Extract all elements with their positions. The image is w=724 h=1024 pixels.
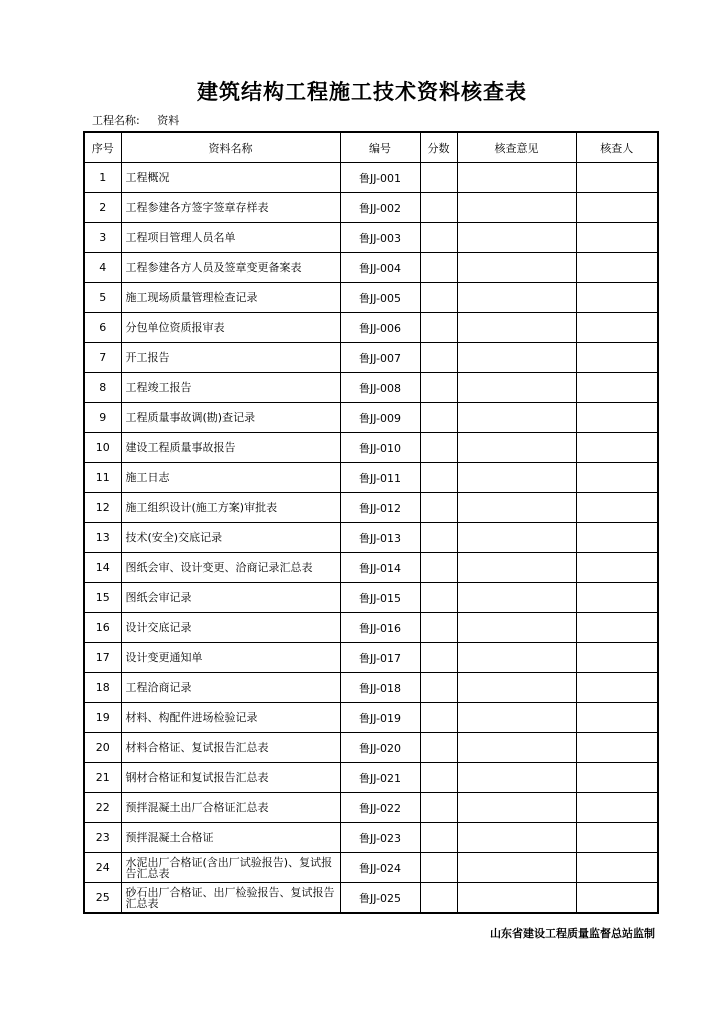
table-row [84,463,658,493]
row-inspector-cell [576,643,658,673]
row-score-cell [420,523,457,553]
row-opinion-cell [457,373,576,403]
row-inspector-cell [576,433,658,463]
row-code: 鲁JJ-014 [340,553,420,583]
row-code: 鲁JJ-016 [340,613,420,643]
header-name: 资料名称 [121,132,340,163]
table-row [84,433,658,463]
row-score-cell [420,493,457,523]
table-row [84,673,658,703]
header-code: 编号 [340,132,420,163]
row-inspector-cell [576,163,658,193]
row-document-name: 工程竣工报告 [121,373,340,403]
row-inspector-cell [576,553,658,583]
row-inspector-cell [576,823,658,853]
row-document-name: 工程质量事故调(勘)查记录 [121,403,340,433]
row-document-name: 钢材合格证和复试报告汇总表 [121,763,340,793]
row-opinion-cell [457,433,576,463]
row-number: 15 [84,583,121,613]
row-score-cell [420,763,457,793]
table-row [84,253,658,283]
row-code: 鲁JJ-020 [340,733,420,763]
project-label: 工程名称: [92,114,140,127]
table-row [84,823,658,853]
row-number: 5 [84,283,121,313]
row-document-name: 施工组织设计(施工方案)审批表 [121,493,340,523]
row-number: 22 [84,793,121,823]
row-number: 18 [84,673,121,703]
row-opinion-cell [457,493,576,523]
row-number: 1 [84,163,121,193]
row-score-cell [420,583,457,613]
row-document-name: 工程项目管理人员名单 [121,223,340,253]
table-row [84,193,658,223]
row-inspector-cell [576,223,658,253]
row-number: 14 [84,553,121,583]
row-inspector-cell [576,403,658,433]
row-code: 鲁JJ-010 [340,433,420,463]
row-number: 6 [84,313,121,343]
row-score-cell [420,463,457,493]
row-inspector-cell [576,373,658,403]
project-value: 资料 [157,114,180,127]
table-row [84,223,658,253]
row-number: 24 [84,853,121,883]
row-number: 21 [84,763,121,793]
table-row [84,793,658,823]
row-score-cell [420,253,457,283]
row-number: 17 [84,643,121,673]
row-inspector-cell [576,703,658,733]
row-number: 25 [84,883,121,914]
row-inspector-cell [576,673,658,703]
table-row [84,883,658,914]
row-number: 20 [84,733,121,763]
row-opinion-cell [457,883,576,914]
row-code: 鲁JJ-012 [340,493,420,523]
row-code: 鲁JJ-025 [340,883,420,914]
row-code: 鲁JJ-018 [340,673,420,703]
row-code: 鲁JJ-019 [340,703,420,733]
row-code: 鲁JJ-024 [340,853,420,883]
row-opinion-cell [457,853,576,883]
row-document-name: 材料合格证、复试报告汇总表 [121,733,340,763]
table-row [84,343,658,373]
row-document-name: 工程参建各方人员及签章变更备案表 [121,253,340,283]
table-header-row [84,132,658,163]
row-opinion-cell [457,793,576,823]
row-score-cell [420,403,457,433]
row-document-name: 预拌混凝土出厂合格证汇总表 [121,793,340,823]
row-score-cell [420,853,457,883]
row-document-name: 施工日志 [121,463,340,493]
row-score-cell [420,553,457,583]
table-row [84,703,658,733]
row-opinion-cell [457,253,576,283]
row-number: 10 [84,433,121,463]
row-inspector-cell [576,313,658,343]
row-opinion-cell [457,823,576,853]
row-opinion-cell [457,673,576,703]
row-inspector-cell [576,523,658,553]
row-opinion-cell [457,523,576,553]
row-inspector-cell [576,253,658,283]
table-row [84,643,658,673]
row-opinion-cell [457,763,576,793]
row-code: 鲁JJ-011 [340,463,420,493]
row-inspector-cell [576,793,658,823]
row-score-cell [420,703,457,733]
table-row [84,613,658,643]
row-document-name: 图纸会审记录 [121,583,340,613]
row-code: 鲁JJ-003 [340,223,420,253]
row-inspector-cell [576,733,658,763]
row-inspector-cell [576,883,658,914]
row-opinion-cell [457,403,576,433]
checklist-table [83,131,659,914]
row-opinion-cell [457,193,576,223]
table-row [84,313,658,343]
row-code: 鲁JJ-009 [340,403,420,433]
issuer-footer: 山东省建设工程质量监督总站监制 [490,927,655,940]
header-score: 分数 [420,132,457,163]
row-code: 鲁JJ-022 [340,793,420,823]
row-code: 鲁JJ-007 [340,343,420,373]
table-row [84,553,658,583]
row-opinion-cell [457,283,576,313]
row-inspector-cell [576,283,658,313]
row-code: 鲁JJ-013 [340,523,420,553]
header-inspector: 核查人 [576,132,658,163]
row-number: 9 [84,403,121,433]
row-document-name: 设计变更通知单 [121,643,340,673]
row-score-cell [420,793,457,823]
row-score-cell [420,283,457,313]
header-no: 序号 [84,132,121,163]
row-document-name: 材料、构配件进场检验记录 [121,703,340,733]
row-score-cell [420,373,457,403]
row-score-cell [420,193,457,223]
table-row [84,853,658,883]
row-inspector-cell [576,493,658,523]
row-document-name: 预拌混凝土合格证 [121,823,340,853]
row-code: 鲁JJ-017 [340,643,420,673]
table-row [84,403,658,433]
row-opinion-cell [457,613,576,643]
table-row [84,583,658,613]
row-score-cell [420,823,457,853]
row-document-name: 工程洽商记录 [121,673,340,703]
row-document-name: 砂石出厂合格证、出厂检验报告、复试报告汇总表 [121,883,340,914]
row-score-cell [420,613,457,643]
row-document-name: 分包单位资质报审表 [121,313,340,343]
row-number: 8 [84,373,121,403]
row-inspector-cell [576,853,658,883]
row-code: 鲁JJ-004 [340,253,420,283]
row-opinion-cell [457,703,576,733]
row-opinion-cell [457,223,576,253]
row-score-cell [420,163,457,193]
row-score-cell [420,673,457,703]
row-number: 12 [84,493,121,523]
project-line [92,112,179,128]
row-score-cell [420,883,457,914]
row-code: 鲁JJ-001 [340,163,420,193]
row-number: 11 [84,463,121,493]
row-opinion-cell [457,553,576,583]
row-document-name: 技术(安全)交底记录 [121,523,340,553]
row-score-cell [420,733,457,763]
row-inspector-cell [576,613,658,643]
table-row [84,733,658,763]
row-score-cell [420,223,457,253]
row-code: 鲁JJ-023 [340,823,420,853]
row-document-name: 开工报告 [121,343,340,373]
row-inspector-cell [576,463,658,493]
table-row [84,373,658,403]
row-code: 鲁JJ-015 [340,583,420,613]
table-row [84,163,658,193]
row-document-name: 设计交底记录 [121,613,340,643]
row-code: 鲁JJ-008 [340,373,420,403]
row-document-name: 建设工程质量事故报告 [121,433,340,463]
row-code: 鲁JJ-005 [340,283,420,313]
row-number: 2 [84,193,121,223]
row-number: 4 [84,253,121,283]
page-title: 建筑结构工程施工技术资料核查表 [197,80,527,104]
row-score-cell [420,343,457,373]
row-document-name: 工程概况 [121,163,340,193]
row-opinion-cell [457,163,576,193]
row-score-cell [420,433,457,463]
row-opinion-cell [457,463,576,493]
table-row [84,283,658,313]
row-document-name: 图纸会审、设计变更、洽商记录汇总表 [121,553,340,583]
row-document-name: 施工现场质量管理检查记录 [121,283,340,313]
row-code: 鲁JJ-002 [340,193,420,223]
row-score-cell [420,643,457,673]
table-row [84,493,658,523]
row-opinion-cell [457,343,576,373]
row-number: 16 [84,613,121,643]
row-inspector-cell [576,343,658,373]
row-document-name: 水泥出厂合格证(含出厂试验报告)、复试报告汇总表 [121,853,340,883]
row-opinion-cell [457,313,576,343]
row-inspector-cell [576,583,658,613]
table-row [84,523,658,553]
row-inspector-cell [576,763,658,793]
header-opinion: 核查意见 [457,132,576,163]
row-number: 7 [84,343,121,373]
row-opinion-cell [457,583,576,613]
row-number: 23 [84,823,121,853]
row-code: 鲁JJ-021 [340,763,420,793]
row-document-name: 工程参建各方签字签章存样表 [121,193,340,223]
row-number: 19 [84,703,121,733]
row-opinion-cell [457,643,576,673]
table-row [84,763,658,793]
row-opinion-cell [457,733,576,763]
row-inspector-cell [576,193,658,223]
row-number: 3 [84,223,121,253]
row-code: 鲁JJ-006 [340,313,420,343]
row-score-cell [420,313,457,343]
row-number: 13 [84,523,121,553]
